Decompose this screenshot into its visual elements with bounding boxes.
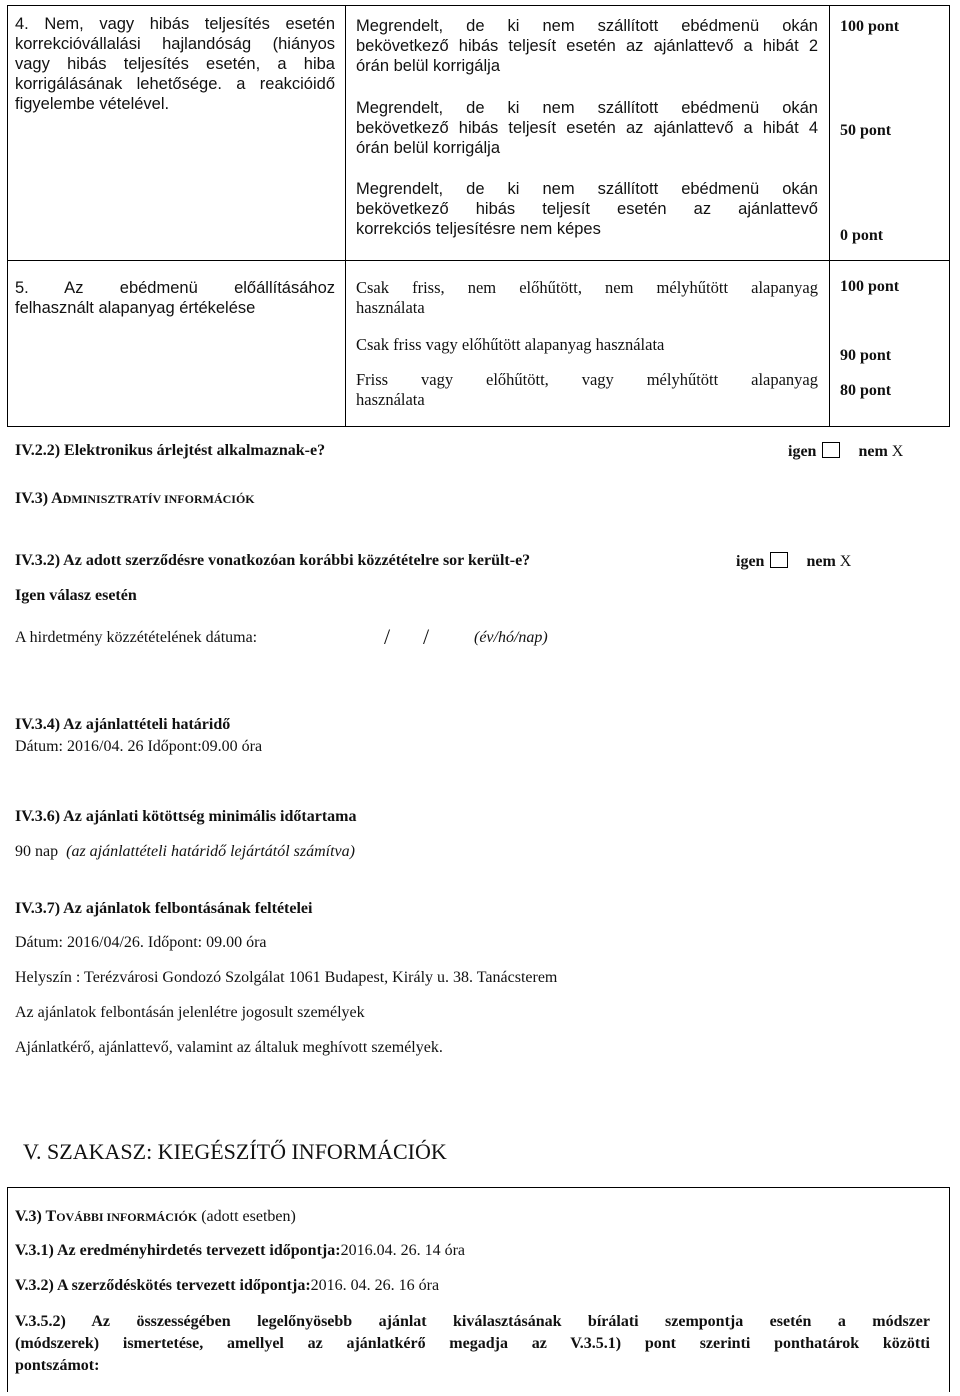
nem-checkbox-mark[interactable]: X — [839, 553, 852, 570]
criterion-4 — [15, 14, 335, 114]
nem-checkbox-mark[interactable]: X — [891, 443, 904, 460]
criterion-4-line: korrekcióvállalási hajlandóság (hiányos — [15, 35, 335, 53]
points-5-1: 100 pont — [840, 278, 900, 295]
points-4-3: 0 pont — [840, 227, 884, 244]
option-line: használata — [356, 390, 425, 409]
date-slash-2: / — [423, 624, 430, 649]
contract-signing — [15, 1277, 439, 1295]
criterion-5-option-1 — [356, 278, 818, 318]
opening-place-address: Helyszín : Terézvárosi Gondozó Szolgálat 1061 Budapest, Király u. 38. — [15, 969, 474, 986]
result-announcement-label: V.3.1) Az eredményhirdetés tervezett időpontja: — [15, 1242, 341, 1259]
criterion-5 — [15, 278, 335, 318]
criterion-5-line: 5. Az ebédmenü előállításához — [15, 279, 335, 297]
criterion-5-option-3 — [356, 370, 818, 410]
section-v-3-rest: OVÁBBI INFORMÁCIÓK — [56, 1210, 198, 1224]
criterion-4-option-3 — [356, 179, 818, 239]
igen-label: igen — [736, 553, 765, 570]
table-col-divider-1 — [345, 5, 346, 427]
section-iv-3-prefix: IV.3) A — [15, 490, 63, 507]
method-line: (módszerek) ismertetése, amellyel az ajánlatkérő megadja az V.3.5.1) pont szerinti ponthatárok közötti — [15, 1335, 930, 1352]
option-line: órán belül korrigálja — [356, 57, 500, 75]
option-line: órán belül korrigálja — [356, 139, 500, 157]
section-v-3-5-2 — [15, 1311, 930, 1377]
option-line: bekövetkező hibás teljesít esetén az ajánlattevő a hibát 2 — [356, 37, 818, 55]
date-format-hint: (év/hó/nap) — [474, 629, 548, 646]
igen-label: igen — [788, 443, 817, 460]
criterion-5-line: felhasznált alapanyag értékelése — [15, 299, 256, 317]
section-iv-3-6-title: IV.3.6) Az ajánlati kötöttség minimális időtartama — [15, 808, 357, 825]
table-right-border — [949, 5, 950, 427]
opening-date: Dátum: 2016/04/26. Időpont: 09.00 óra — [15, 934, 267, 951]
method-line: pontszámot: — [15, 1357, 100, 1374]
option-line: korrekciós teljesítésre nem képes — [356, 220, 601, 238]
section-iv-3-7-title: IV.3.7) Az ajánlatok felbontásának feltételei — [15, 900, 313, 917]
result-announcement-value: 2016.04. 26. 14 óra — [340, 1242, 465, 1259]
criterion-4-line: korrigálásának lehetősége. a reakcióidő — [15, 75, 335, 93]
criterion-4-line: figyelembe vételével. — [15, 95, 170, 113]
publication-date-label: A hirdetmény közzétételének dátuma: — [15, 629, 258, 646]
table-bottom-border — [7, 426, 950, 427]
nem-label: nem — [806, 553, 836, 570]
points-5-2: 90 pont — [840, 347, 892, 364]
criterion-4-option-1 — [356, 16, 818, 76]
section-v-3-prefix: V.3) T — [15, 1208, 57, 1225]
option-line: Friss vagy előhűtött, vagy mélyhűtött alapanyag — [356, 370, 818, 389]
box-right-border — [949, 1187, 950, 1392]
table-left-border — [7, 5, 8, 427]
box-left-border — [7, 1187, 8, 1392]
nem-label: nem — [858, 443, 888, 460]
opening-place-room: Tanácsterem — [473, 969, 558, 986]
if-yes-label: Igen válasz esetén — [15, 587, 137, 604]
section-iv-3-2-title: IV.3.2) Az adott szerződésre vonatkozóan korábbi közzétételre sor került-e? — [15, 552, 531, 569]
prior-publication-answer — [736, 552, 851, 571]
igen-checkbox[interactable] — [770, 552, 788, 568]
criterion-4-option-2 — [356, 98, 818, 158]
option-line: Csak friss, nem előhűtött, nem mélyhűtött alapanyag — [356, 278, 818, 297]
option-line: bekövetkező hibás teljesít esetén az ajánlattevő — [356, 200, 818, 218]
option-line: Csak friss vagy előhűtött alapanyag használata — [356, 335, 665, 354]
igen-checkbox[interactable] — [822, 442, 840, 458]
result-announcement — [15, 1242, 465, 1260]
contract-signing-value: 2016. 04. 26. 16 óra — [310, 1277, 440, 1294]
table-row-divider — [7, 260, 950, 261]
points-5-3: 80 pont — [840, 382, 892, 399]
section-iv-3-rest: DMINISZTRATÍV INFORMÁCIÓK — [62, 492, 255, 506]
section-v-heading: V. SZAKASZ: KIEGÉSZÍTŐ INFORMÁCIÓK — [23, 1139, 447, 1164]
criterion-4-line: 4. Nem, vagy hibás teljesítés esetén — [15, 15, 335, 33]
option-line: Megrendelt, de ki nem szállított ebédmenü okán — [356, 180, 818, 198]
electronic-auction-answer — [788, 442, 903, 461]
method-line: V.3.5.2) Az összességében legelőnyösebb ajánlat kiválasztásának bírálati szempontja esetén a módszer — [15, 1313, 930, 1330]
option-line: Megrendelt, de ki nem szállított ebédmenü okán — [356, 17, 818, 35]
attendees-value: Ajánlatkérő, ajánlattevő, valamint az általuk meghívott személyek. — [15, 1039, 443, 1056]
option-line: használata — [356, 298, 425, 317]
section-iv-2-2-title: IV.2.2) Elektronikus árlejtést alkalmaznak-e? — [15, 442, 326, 459]
binding-period — [15, 843, 355, 861]
option-line: bekövetkező hibás teljesít esetén az ajánlattevő a hibát 4 — [356, 119, 818, 137]
table-col-divider-2 — [829, 5, 830, 427]
points-4-1: 100 pont — [840, 18, 900, 35]
attendees-label: Az ajánlatok felbontásán jelenlétre jogosult személyek — [15, 1004, 365, 1021]
contract-signing-label: V.3.2) A szerződéskötés tervezett időpontja: — [15, 1277, 311, 1294]
date-slash-1: / — [384, 624, 391, 649]
section-v-3-title — [15, 1208, 296, 1226]
criterion-5-option-2 — [356, 335, 818, 355]
binding-period-value: 90 nap — [15, 843, 59, 860]
section-iv-3-title — [15, 490, 255, 508]
points-4-2: 50 pont — [840, 122, 892, 139]
option-line: Megrendelt, de ki nem szállított ebédmenü okán — [356, 99, 818, 117]
box-top-border — [7, 1187, 950, 1188]
binding-period-note: (az ajánlattételi határidő lejártától számítva) — [66, 843, 355, 860]
table-top-border — [7, 5, 950, 6]
section-iv-3-4-title: IV.3.4) Az ajánlattételi határidő — [15, 716, 231, 733]
criterion-4-line: vagy hibás teljesítés esetén, a hiba — [15, 55, 335, 73]
section-v-3-suffix: (adott esetben) — [197, 1208, 296, 1225]
deadline-date: Dátum: 2016/04. 26 Időpont:09.00 óra — [15, 738, 263, 755]
opening-place — [15, 969, 557, 987]
